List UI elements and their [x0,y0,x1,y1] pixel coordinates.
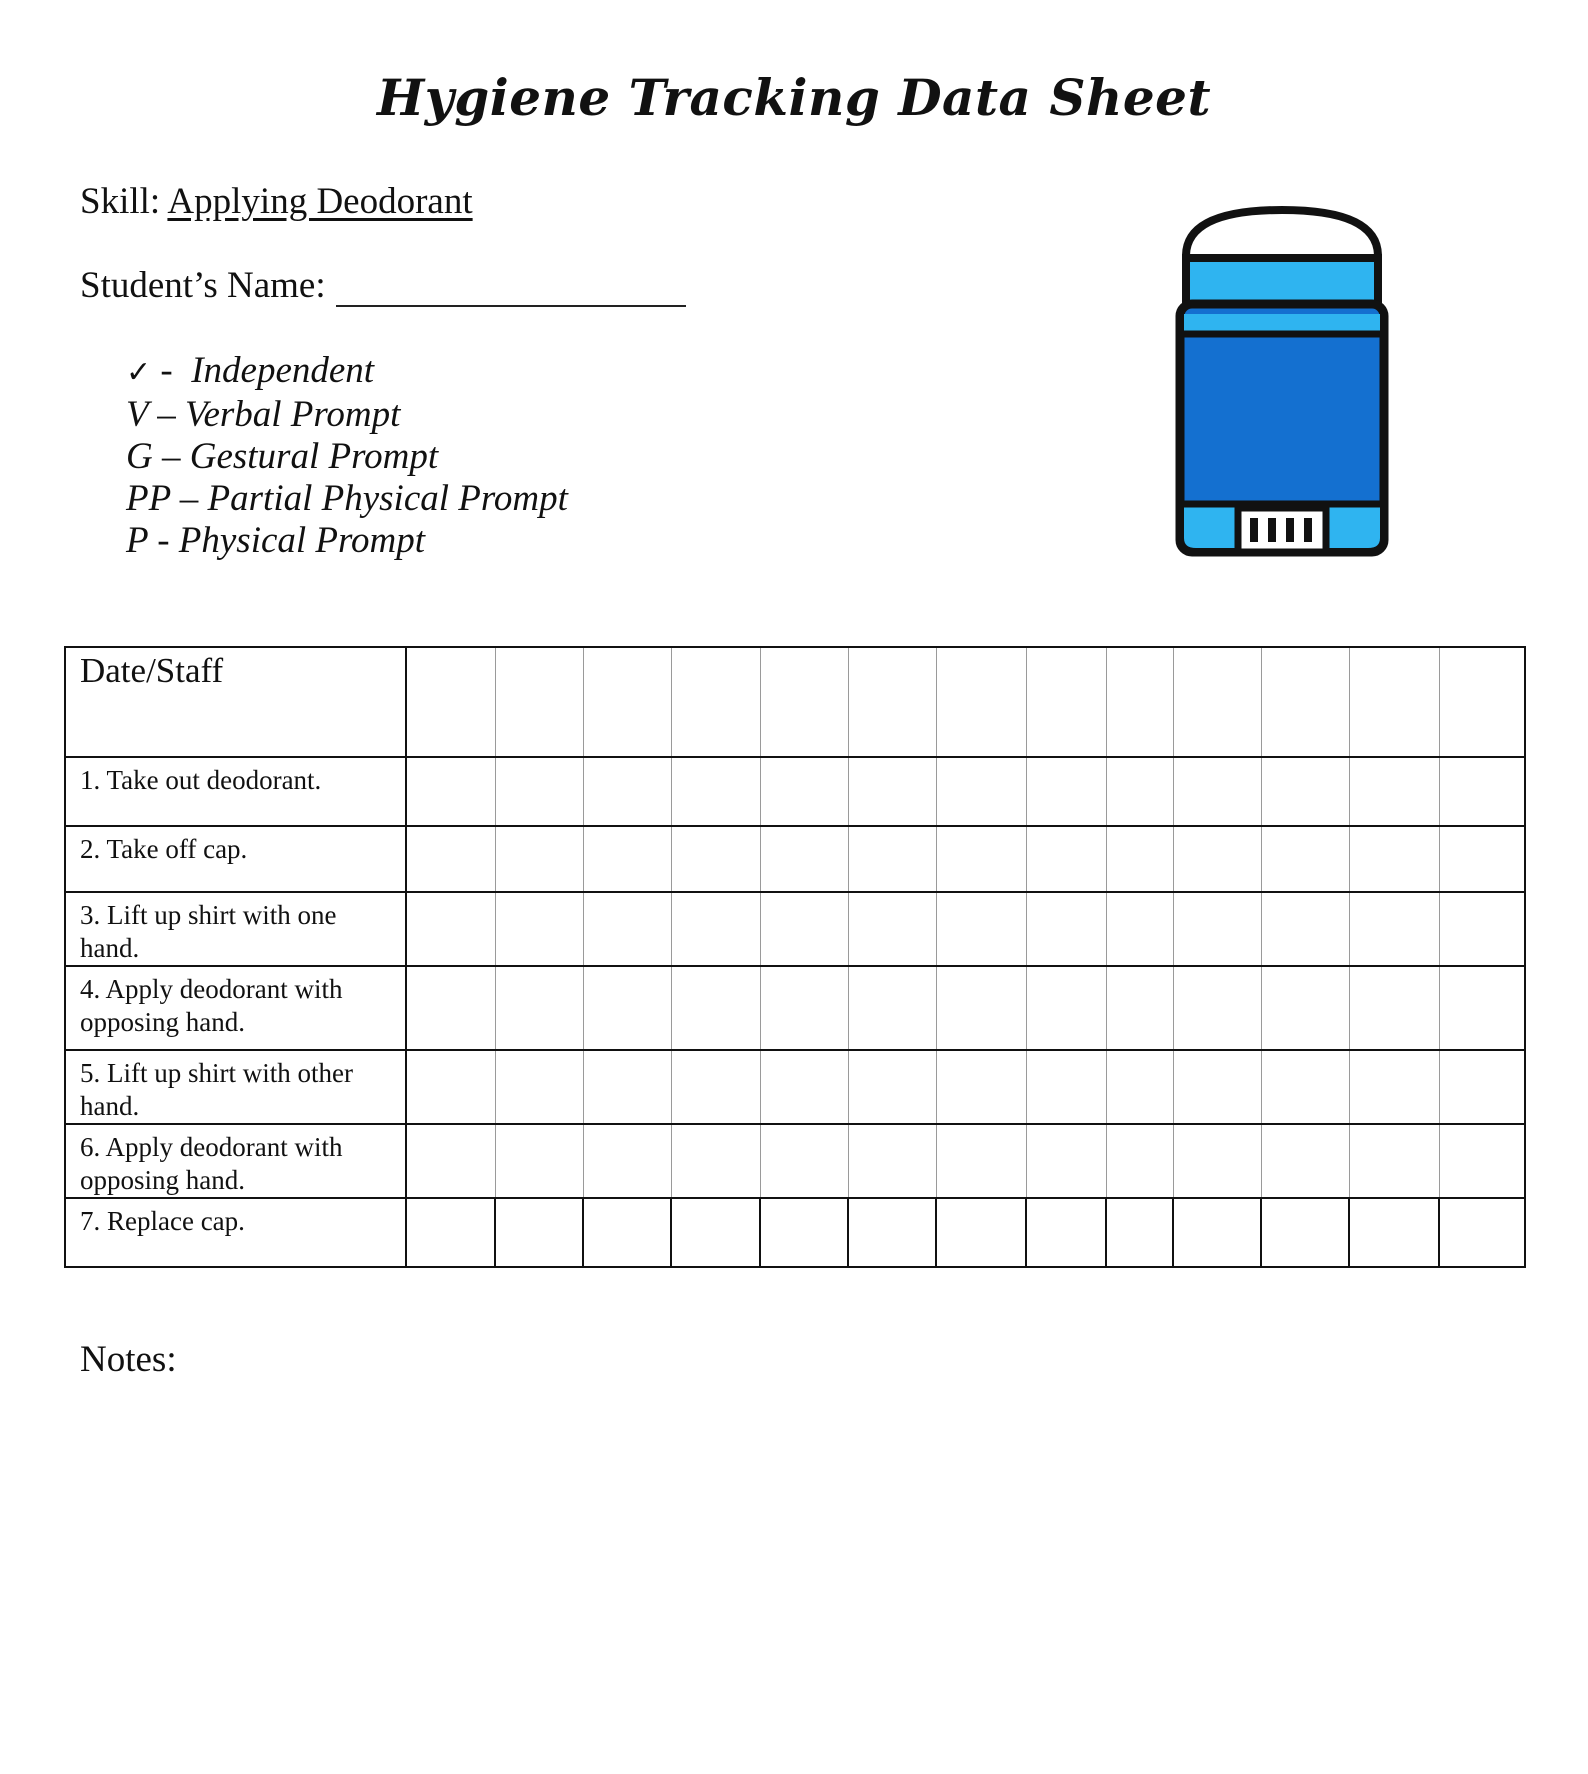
skill-label: Skill: [80,181,161,222]
data-cell[interactable] [495,966,583,1050]
data-cell[interactable] [671,826,760,892]
data-cell[interactable] [406,826,495,892]
date-staff-cell[interactable] [406,647,495,757]
data-cell[interactable] [1026,892,1106,966]
data-cell[interactable] [1439,1050,1525,1124]
data-cell[interactable] [671,1124,760,1198]
data-cell[interactable] [760,966,848,1050]
data-cell[interactable] [848,826,936,892]
data-cell[interactable] [583,826,671,892]
legend-item-verbal: V – Verbal Prompt [126,394,401,435]
data-cell[interactable] [583,757,671,826]
prompt-legend [126,350,568,562]
data-cell[interactable] [1026,1050,1106,1124]
data-cell[interactable] [1106,826,1173,892]
data-cell[interactable] [1261,826,1349,892]
data-cell[interactable] [1106,1198,1173,1267]
data-cell[interactable] [848,966,936,1050]
data-cell[interactable] [495,1050,583,1124]
legend-item-physical: P - Physical Prompt [126,520,426,561]
date-staff-cell[interactable] [936,647,1026,757]
data-cell[interactable] [1261,757,1349,826]
date-staff-cell[interactable] [583,647,671,757]
data-cell[interactable] [1106,892,1173,966]
tracking-table [64,646,1526,1268]
deodorant-stick-icon [1172,200,1392,560]
legend-item-gestural: G – Gestural Prompt [126,436,439,477]
data-cell[interactable] [671,1050,760,1124]
date-staff-cell[interactable] [1349,647,1439,757]
step-label: 6. Apply deodorant with opposing hand. [65,1124,406,1198]
data-cell[interactable] [1261,966,1349,1050]
data-cell[interactable] [936,1124,1026,1198]
step-label: 3. Lift up shirt with one hand. [65,892,406,966]
data-cell[interactable] [1349,1124,1439,1198]
data-cell[interactable] [1349,1198,1439,1267]
student-name-line [80,264,686,307]
data-cell[interactable] [406,966,495,1050]
data-cell[interactable] [495,757,583,826]
data-cell[interactable] [671,892,760,966]
data-cell[interactable] [1439,966,1525,1050]
student-name-label: Student’s Name: [80,265,326,306]
data-cell[interactable] [583,1198,671,1267]
date-staff-cell[interactable] [1261,647,1349,757]
data-cell[interactable] [1261,892,1349,966]
data-cell[interactable] [1349,757,1439,826]
step-label: 2. Take off cap. [65,826,406,892]
data-cell[interactable] [1026,1124,1106,1198]
data-cell[interactable] [760,1198,848,1267]
data-cell[interactable] [1106,757,1173,826]
skill-line [80,180,473,223]
table-row [65,1198,1525,1267]
legend-item-partial-physical: PP – Partial Physical Prompt [126,478,568,519]
checkmark-icon: ✓ [126,355,152,390]
date-staff-cell[interactable] [1439,647,1525,757]
data-cell[interactable] [1349,1050,1439,1124]
data-cell[interactable] [1439,1124,1525,1198]
data-cell[interactable] [936,1050,1026,1124]
data-cell[interactable] [760,892,848,966]
date-staff-cell[interactable] [1026,647,1106,757]
data-cell[interactable] [1173,757,1261,826]
data-cell[interactable] [1026,826,1106,892]
data-cell[interactable] [936,892,1026,966]
data-cell[interactable] [406,757,495,826]
data-cell[interactable] [936,966,1026,1050]
data-cell[interactable] [760,826,848,892]
data-cell[interactable] [1106,1124,1173,1198]
data-cell[interactable] [583,966,671,1050]
data-cell[interactable] [760,1124,848,1198]
skill-value: Applying Deodorant [167,181,473,222]
step-label: 1. Take out deodorant. [65,757,406,826]
date-staff-cell[interactable] [848,647,936,757]
step-label: 4. Apply deodorant with opposing hand. [65,966,406,1050]
data-cell[interactable] [495,892,583,966]
step-label: 5. Lift up shirt with other hand. [65,1050,406,1124]
data-cell[interactable] [1106,1050,1173,1124]
data-cell[interactable] [936,1198,1026,1267]
table-row [65,966,1525,1050]
data-cell[interactable] [583,1124,671,1198]
data-cell[interactable] [936,757,1026,826]
data-cell[interactable] [1439,826,1525,892]
data-cell[interactable] [495,1124,583,1198]
data-cell[interactable] [936,826,1026,892]
data-cell[interactable] [406,1124,495,1198]
date-staff-cell[interactable] [495,647,583,757]
table-row [65,892,1525,966]
data-cell[interactable] [671,1198,760,1267]
data-cell[interactable] [760,757,848,826]
step-label: 7. Replace cap. [65,1198,406,1267]
data-cell[interactable] [1026,757,1106,826]
data-cell[interactable] [406,892,495,966]
data-cell[interactable] [1173,826,1261,892]
legend-item-independent: ✓ - Independent [126,350,375,391]
data-cell[interactable] [848,757,936,826]
date-staff-cell[interactable] [1106,647,1173,757]
data-cell[interactable] [848,1124,936,1198]
data-cell[interactable] [1261,1050,1349,1124]
date-staff-cell[interactable] [760,647,848,757]
data-cell[interactable] [848,892,936,966]
date-staff-cell[interactable] [1173,647,1261,757]
data-cell[interactable] [671,966,760,1050]
page-title: Hygiene Tracking Data Sheet [376,68,1212,127]
data-cell[interactable] [1349,966,1439,1050]
data-cell[interactable] [1173,1050,1261,1124]
table-row [65,826,1525,892]
data-cell[interactable] [1106,966,1173,1050]
notes-label: Notes: [80,1339,177,1380]
data-cell[interactable] [495,1198,583,1267]
data-cell[interactable] [671,757,760,826]
data-cell[interactable] [1173,966,1261,1050]
table-row [65,1050,1525,1124]
date-staff-header: Date/Staff [65,647,406,757]
data-cell[interactable] [1439,892,1525,966]
data-cell[interactable] [1173,892,1261,966]
data-cell[interactable] [406,1198,495,1267]
data-cell[interactable] [1026,1198,1106,1267]
data-cell[interactable] [1173,1124,1261,1198]
data-cell[interactable] [1349,826,1439,892]
data-cell[interactable] [495,826,583,892]
data-cell[interactable] [1439,757,1525,826]
data-cell[interactable] [1261,1198,1349,1267]
student-name-blank[interactable] [336,267,686,307]
data-cell[interactable] [583,892,671,966]
data-cell[interactable] [583,1050,671,1124]
header-row [65,647,1525,757]
data-cell[interactable] [406,1050,495,1124]
data-cell[interactable] [1439,1198,1525,1267]
data-cell[interactable] [1173,1198,1261,1267]
data-cell[interactable] [848,1198,936,1267]
data-cell[interactable] [1026,966,1106,1050]
data-cell[interactable] [1349,892,1439,966]
data-cell[interactable] [848,1050,936,1124]
table-row [65,1124,1525,1198]
date-staff-cell[interactable] [671,647,760,757]
data-cell[interactable] [1261,1124,1349,1198]
data-cell[interactable] [760,1050,848,1124]
table-row [65,757,1525,826]
